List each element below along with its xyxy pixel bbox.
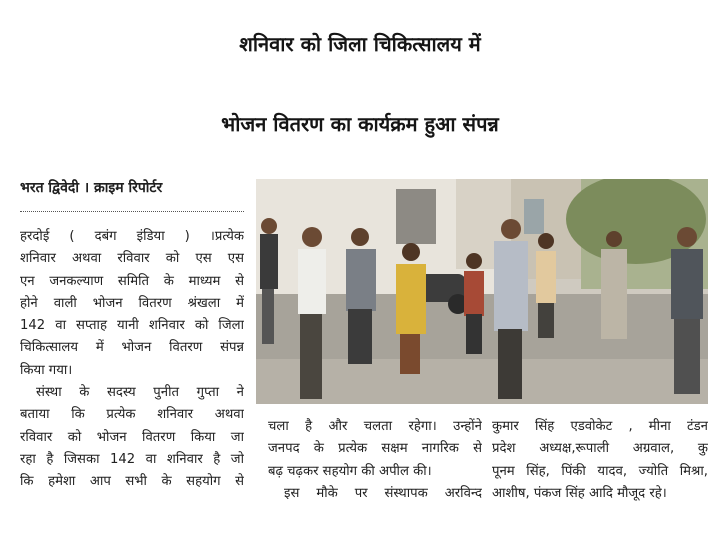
- article-column-2: [268, 416, 482, 505]
- paragraph-line: कि हमेशा आप सभी के सहयोग से: [20, 474, 244, 490]
- paragraph-line: बढ़ चढ़कर सहयोग की अपील की।: [268, 463, 432, 479]
- paragraph-line: पूनम सिंह, पिंकी यादव, ज्योति मिश्रा,: [492, 463, 708, 479]
- paragraph-line: रविवार को भोजन वितरण किया जा: [20, 429, 244, 445]
- paragraph-line: एन जनकल्याण समिति के माध्यम से: [20, 273, 244, 289]
- paragraph-line: होने वाली भोजन वितरण श्रंखला में: [20, 295, 244, 311]
- article-column-1: [20, 226, 244, 494]
- paragraph-line: हरदोई ( दबंग इंडिया ) ।प्रत्येक: [20, 229, 244, 244]
- paragraph-line: संस्था के सदस्य पुनीत गुप्ता ने: [36, 385, 244, 401]
- paragraph-line: प्रदेश अध्यक्ष,रूपाली अग्रवाल, कु: [492, 441, 708, 457]
- paragraph-line: 142 वा सप्ताह यानी शनिवार को जिला: [20, 318, 244, 334]
- news-photo: [256, 179, 708, 404]
- paragraph-line: आशीष, पंकज सिंह आदि मौजूद रहे।: [492, 485, 667, 501]
- paragraph-line: चिकित्सालय में भोजन वितरण संपन्न: [20, 340, 244, 356]
- paragraph-line: शनिवार अथवा रविवार को एस एस: [20, 251, 244, 267]
- article-column-3: [492, 416, 708, 505]
- paragraph-line: चला है और चलता रहेगा। उन्होंने: [268, 419, 482, 434]
- photo-illustration: [256, 179, 708, 404]
- byline: भरत द्विवेदी । क्राइम रिपोर्टर: [20, 178, 244, 212]
- headline-line-2: भोजन वितरण का कार्यक्रम हुआ संपन्न: [221, 112, 499, 136]
- paragraph-line: जनपद के प्रत्येक सक्षम नागरिक से: [268, 441, 482, 457]
- paragraph-line: बताया कि प्रत्येक शनिवार अथवा: [20, 407, 244, 423]
- paragraph-line: इस मौके पर संस्थापक अरविन्द: [284, 485, 482, 501]
- paragraph-line: कुमार सिंह एडवोकेट , मीना टंडन: [492, 419, 708, 434]
- paragraph-line: किया गया।: [20, 362, 73, 378]
- headline-line-1: शनिवार को जिला चिकित्सालय में: [239, 32, 481, 56]
- paragraph-line: रहा है जिसका 142 वा शनिवार है जो: [20, 451, 244, 467]
